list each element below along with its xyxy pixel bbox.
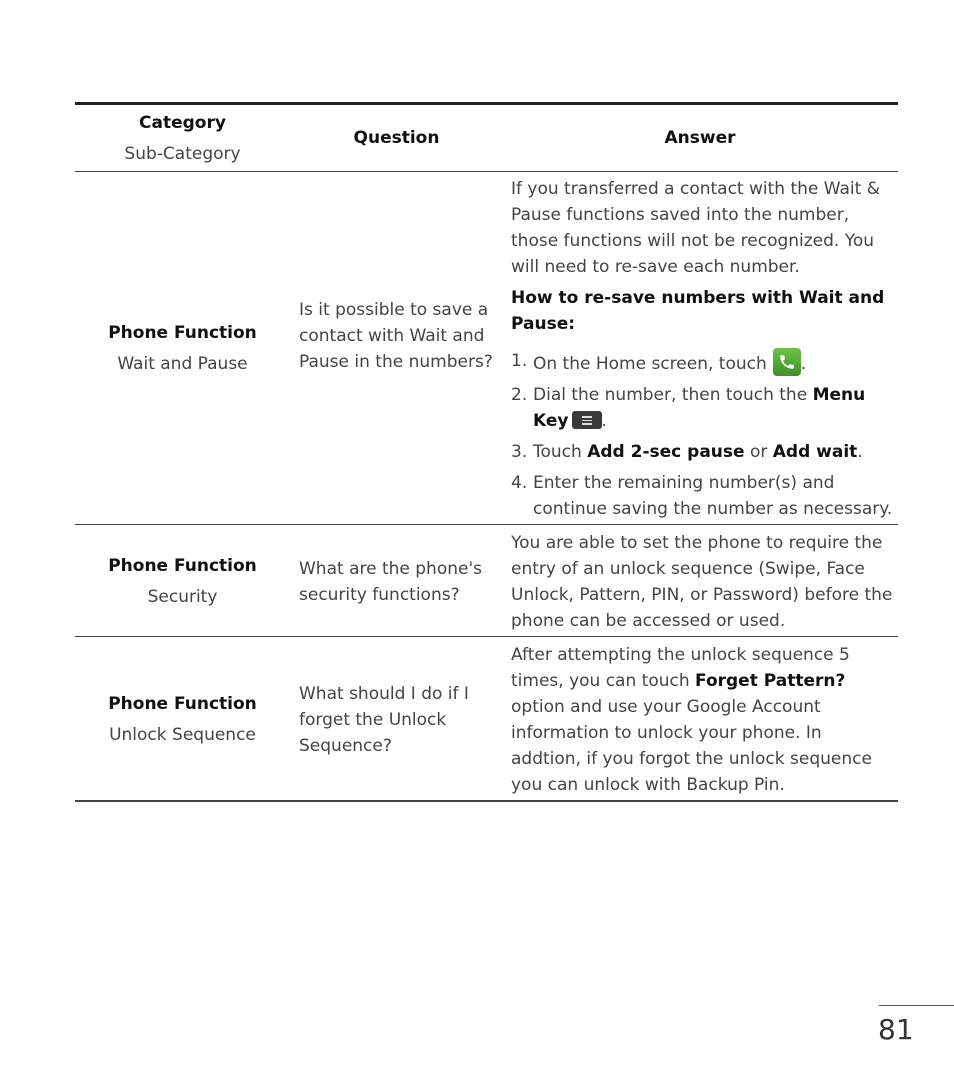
- table-row-1-category: [75, 320, 290, 377]
- sub-category-label: Wait and Pause: [117, 354, 248, 374]
- step-text: Enter the remaining number(s) and continue saving the number as necessary.: [533, 473, 893, 519]
- header-answer: Answer: [664, 128, 736, 148]
- table-top-rule: [75, 102, 898, 105]
- category-label: Phone Function: [108, 694, 257, 714]
- sub-category-label: Security: [147, 587, 218, 607]
- table-row-3-category: [75, 691, 290, 748]
- step-text-end: .: [601, 411, 607, 431]
- header-category: [75, 110, 290, 167]
- step-number: 2.: [511, 385, 528, 405]
- add-wait-label: Add wait: [772, 442, 858, 462]
- step-text: Dial the number, then touch the: [533, 385, 813, 405]
- add-pause-label: Add 2-sec pause: [587, 442, 745, 462]
- header-divider: [75, 171, 898, 172]
- step-text: On the Home screen, touch: [533, 354, 767, 374]
- table-bottom-rule: [75, 800, 898, 802]
- answer-intro: If you transferred a contact with the Wait & Pause functions saved into the number, those functions will not be recognized. You will need to re-save each number.: [511, 179, 880, 277]
- step-text: Touch: [533, 442, 588, 462]
- step-number: 4.: [511, 473, 528, 493]
- forget-pattern-label: Forget Pattern?: [695, 671, 846, 691]
- step-item: [511, 348, 896, 377]
- header-category-label: Category: [139, 113, 226, 133]
- header-question: Question: [353, 128, 440, 148]
- table-row-1-question: Is it possible to save a contact with Wait and Pause in the numbers?: [299, 300, 493, 372]
- category-label: Phone Function: [108, 323, 257, 343]
- step-item: [511, 470, 896, 522]
- header-sub-category-label: Sub-Category: [124, 144, 241, 164]
- step-text-end: .: [800, 354, 807, 374]
- table-row-2-answer: You are able to set the phone to require the entry of an unlock sequence (Swipe, Face Unlock, Pattern, PIN, or Password) before the phone can be accessed or used.: [511, 533, 893, 631]
- table-row-2-question: What are the phone's security functions?: [299, 559, 482, 605]
- table-row-3-answer: [511, 642, 896, 798]
- page-number-rule: [879, 1005, 954, 1006]
- step-number: 1.: [511, 351, 528, 371]
- menu-key-label: Menu Key: [533, 385, 866, 431]
- answer-text-end: option and use your Google Account information to unlock your phone. In addtion, if you forgot the unlock sequence you can unlock with Backup Pin.: [511, 697, 872, 795]
- category-label: Phone Function: [108, 556, 257, 576]
- phone-icon: [773, 348, 801, 376]
- step-item: [511, 382, 896, 434]
- answer-subheading: How to re-save numbers with Wait and Pause:: [511, 288, 885, 334]
- table-row-1-answer: [511, 176, 896, 522]
- row-divider: [75, 636, 898, 637]
- answer-text: After attempting the unlock sequence 5 times, you can touch: [511, 645, 850, 691]
- row-divider: [75, 524, 898, 525]
- table-row-3-question: What should I do if I forget the Unlock Sequence?: [299, 684, 469, 756]
- steps-list: [511, 348, 896, 522]
- table-row-2-category: [75, 553, 290, 610]
- step-text-end: .: [857, 442, 863, 462]
- step-number: 3.: [511, 442, 528, 462]
- menu-key-icon: [572, 411, 602, 429]
- page-number: 81: [878, 1013, 914, 1046]
- step-item: [511, 439, 896, 465]
- sub-category-label: Unlock Sequence: [109, 725, 256, 745]
- step-text-mid: or: [744, 442, 773, 462]
